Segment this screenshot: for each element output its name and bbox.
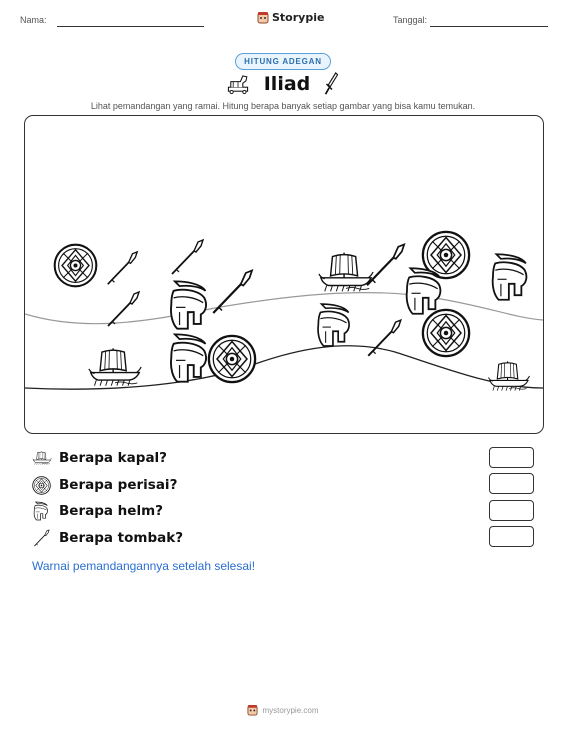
scene-helmet (171, 281, 206, 328)
scene-illustration (25, 116, 543, 433)
footer-site: mystorypie.com (262, 705, 319, 715)
question-row-shields (32, 475, 552, 495)
answer-box-helmets[interactable] (489, 500, 534, 521)
answer-box-ships[interactable] (489, 447, 534, 468)
title-row (0, 72, 566, 96)
question-row-ships (32, 448, 552, 468)
answer-box-shields[interactable] (489, 473, 534, 494)
badge-wrap (0, 53, 566, 70)
brand-logo (257, 11, 324, 24)
shield-icon (32, 476, 51, 495)
scene-ship (89, 348, 141, 385)
trojan-horse-icon (226, 73, 250, 95)
name-line[interactable] (57, 26, 204, 27)
sword-icon (324, 72, 340, 96)
question-text: Berapa tombak? (59, 530, 184, 546)
scene-shield (209, 336, 255, 382)
brand-name: Storypie (272, 11, 325, 24)
scene-ship (319, 253, 373, 292)
date-label: Tanggal: (393, 15, 428, 25)
question-row-helmets (32, 501, 552, 521)
spear-icon (32, 529, 51, 548)
scene-spear (108, 252, 137, 284)
question-text: Berapa perisai? (59, 477, 178, 493)
question-text: Berapa kapal? (59, 450, 168, 466)
question-row-spears (32, 528, 552, 548)
footer-brand (247, 704, 318, 716)
scene-helmet (493, 254, 527, 299)
storypie-mascot-icon (257, 11, 269, 24)
scene-ship (488, 361, 529, 390)
name-label: Nama: (20, 15, 47, 25)
instructions: Lihat pemandangan yang ramai. Hitung berapa banyak setiap gambar yang bisa kamu temukan. (90, 101, 476, 111)
scene-spear (367, 244, 404, 285)
activity-badge: HITUNG ADEGAN (235, 53, 331, 70)
page-title: Iliad (263, 73, 311, 95)
scene-shield (55, 245, 97, 287)
scene-spear (368, 320, 401, 356)
helmet-icon (32, 501, 50, 521)
storypie-mascot-icon (247, 704, 258, 716)
ship-icon (32, 449, 52, 467)
counting-scene (24, 115, 544, 434)
answer-box-spears[interactable] (489, 526, 534, 547)
coloring-note: Warnai pemandangannya setelah selesai! (32, 559, 256, 573)
scene-helmet (171, 334, 206, 381)
scene-helmet (407, 268, 441, 313)
scene-spear (172, 240, 203, 274)
date-line[interactable] (430, 26, 548, 27)
question-text: Berapa helm? (59, 503, 163, 519)
scene-shield (423, 310, 469, 356)
scene-spear (213, 271, 252, 314)
footer (0, 704, 566, 716)
scene-helmet (318, 304, 349, 346)
